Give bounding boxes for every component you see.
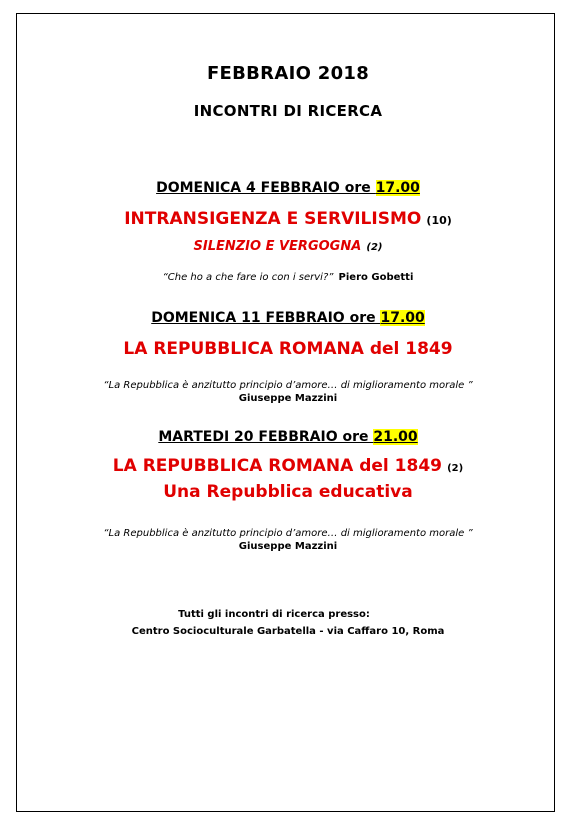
event-1-time: 17.00 xyxy=(375,180,420,196)
event-3-quote: “La Repubblica è anzitutto principio d’amore… di miglioramento morale ” xyxy=(103,528,473,539)
event-1-subline-row xyxy=(0,235,576,254)
event-1-quote-row xyxy=(0,265,576,284)
event-1-subline: SILENZIO E VERGOGNA xyxy=(193,239,362,254)
event-3-time: 21.00 xyxy=(373,429,418,445)
event-2-headline: LA REPUBBLICA ROMANA del 1849 xyxy=(123,339,453,359)
event-3-subline: Una Repubblica educativa xyxy=(163,482,413,502)
event-3-headline: LA REPUBBLICA ROMANA del 1849 xyxy=(112,456,442,476)
event-1-quote-author: Piero Gobetti xyxy=(338,272,414,283)
event-2-quote-author: Giuseppe Mazzini xyxy=(238,393,338,404)
page-border xyxy=(16,13,555,812)
event-3-subline-row xyxy=(0,482,576,502)
page-title: FEBBRAIO 2018 xyxy=(206,63,370,84)
event-1-headline-row xyxy=(0,209,576,229)
event-3-author-row xyxy=(0,534,576,553)
event-3-headline-num: (2) xyxy=(447,463,464,474)
footer-line-1: Tutti gli incontri di ricerca presso: xyxy=(178,609,370,620)
page-subtitle: INCONTRI DI RICERCA xyxy=(193,102,383,120)
event-1-date xyxy=(0,180,576,196)
event-3-headline-row xyxy=(0,456,576,476)
event-1-quote: “Che ho a che fare io con i servi?” xyxy=(162,272,334,283)
event-2-headline-row xyxy=(0,339,576,359)
event-2-time: 17.00 xyxy=(380,310,425,326)
event-3-quote-author: Giuseppe Mazzini xyxy=(238,541,338,552)
event-2-quote: “La Repubblica è anzitutto principio d’amore… di miglioramento morale ” xyxy=(103,380,473,391)
event-2-author-row xyxy=(0,386,576,405)
event-3-date xyxy=(0,429,576,445)
event-2-date xyxy=(0,310,576,326)
event-1-date-text: DOMENICA 4 FEBBRAIO ore xyxy=(156,180,376,196)
event-1-headline-num: (10) xyxy=(426,214,452,227)
event-3-date-text: MARTEDI 20 FEBBRAIO ore xyxy=(158,429,374,445)
footer-line-2: Centro Socioculturale Garbatella - via Caffaro 10, Roma xyxy=(131,626,445,637)
event-2-date-text: DOMENICA 11 FEBBRAIO ore xyxy=(151,310,381,326)
event-1-subline-num: (2) xyxy=(366,242,383,253)
event-1-headline: INTRANSIGENZA E SERVILISMO xyxy=(124,209,422,229)
